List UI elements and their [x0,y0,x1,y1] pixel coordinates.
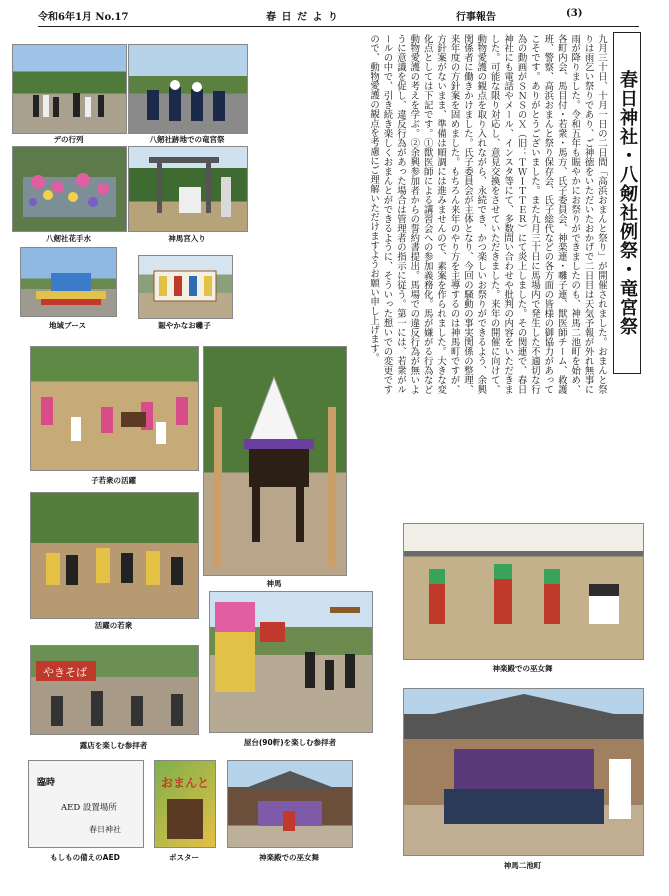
photo-sacred-horse-group [403,688,644,856]
aed-sign-line1: 臨時 [37,778,56,788]
header-divider [38,26,639,27]
photo-parade [12,44,127,134]
section-label: 行事報告 [456,12,496,23]
caption-active-young-men: 活躍の若衆 [94,621,133,630]
article-title: 春日神社・八剱社例祭・竜宮祭 [613,32,641,374]
aed-sign-line3: 春日神社 [89,825,121,834]
photo-local-booth [20,247,117,317]
caption-flower-basin: 八剱社花手水 [46,234,91,243]
photo-ryugu-festival [128,44,248,134]
aed-sign-line2: AED 設置場所 [61,803,117,813]
caption-festival-music: 賑やかなお囃子 [158,321,211,330]
caption-shrine-maiden-dance-2: 神楽殿での巫女舞 [259,853,319,862]
caption-poster: ポスター [169,853,199,862]
photo-young-participants [30,346,199,471]
stall-banner: やきそば [43,666,87,679]
caption-young-participants: 子若衆の活躍 [91,476,136,485]
caption-sacred-horse-entry: 神馬宮入り [168,234,206,243]
photo-flower-basin [12,146,127,232]
photo-shrine-maiden-dance-2 [227,760,353,848]
photo-festival-music [138,255,233,319]
caption-sacred-horse-group: 神馬二池町 [503,861,542,870]
caption-aed: もしもの備えのAED [50,853,120,862]
newsletter-title: 春 日 だ よ り [266,12,339,23]
issue-number: 令和6年1月 No.17 [38,12,129,23]
page-header [38,8,639,24]
caption-local-booth: 地域ブース [49,321,86,330]
photo-street-stalls [30,645,199,735]
article-body: 九月三十日、十月一日の二日間「高浜おまんと祭り」が開催されました。おまんと祭りは雨乞い祭りであり、ご神徳をいただいたおかげで二日目は天気予報が外れ無事に雨が降りました。令和五年も賑やかにお祭りができましたのも、神馬二池町を始め、各町内会、馬目付・若衆・馬方、氏子委員会、神楽連・囃子連、獣医師チーム、救護班、警察、高浜おまんと祭り保存会、氏子総代などの各方面の皆様の御協力があってこそです。ありがとうございました。また九月三十日に馬場内で発生した不適切な行為の動画がＳＮＳのＸ（旧：ＴＷＩＴＴＥＲ）にて炎上しました。その関連で、春日神社にも電話やメール、インスタ等にて、多数問い合わせや批判の内容をいただきました。可能な限り対応し、意見交換をさせていただきました。来年の開催に向けて、動物愛護の観点を取り入れながら、永続でき、かつ楽しいお祭りができるよう、余興関係者に働きかけました。氏子委員会が主体となり、今回の騒動の事実関係の整理、来年度の方針案を固めました。もちろん来年のやり方を主導するのは神馬町ですが、方針案がないまま、準備は順調には進みませんので、素案を作られました。大きな変化点としては下記です。①獣医師による講習会への参加義務化。馬が嫌がる行為など動物愛護の考えを学ぶ。②余興参加者からの誓約書提出。馬場での違反行為が無いように意識を促し、違反行為があった場合は管理者の指示に従う。第一には、若衆がルールの中で、引き続き楽しくおまんとができるように、そういった想いでの変更ですので、動物愛護の観点を考慮にご理解いただけますようお願い申し上げます。 [368,34,607,394]
caption-ryugu-festival: 八剱社跡地での竜宮祭 [149,135,225,144]
photo-sacred-horse [203,346,347,576]
photo-active-young-men [30,492,199,619]
caption-food-stalls: 屋台(90軒)を楽しむ参拝者 [243,738,337,747]
caption-street-stalls: 露店を楽しむ参拝者 [79,741,148,750]
caption-parade: デの行列 [53,135,84,144]
photo-shrine-maiden-dance-1 [403,523,644,660]
photo-food-stalls [209,591,373,733]
photo-sacred-horse-entry [128,146,248,232]
page-number: (3) [566,8,583,19]
caption-sacred-horse: 神馬 [266,579,282,588]
photo-aed-sign [28,760,144,848]
poster-text: おまんと [161,776,210,790]
caption-shrine-maiden-dance-1: 神楽殿での巫女舞 [492,664,553,673]
photo-poster [154,760,216,848]
